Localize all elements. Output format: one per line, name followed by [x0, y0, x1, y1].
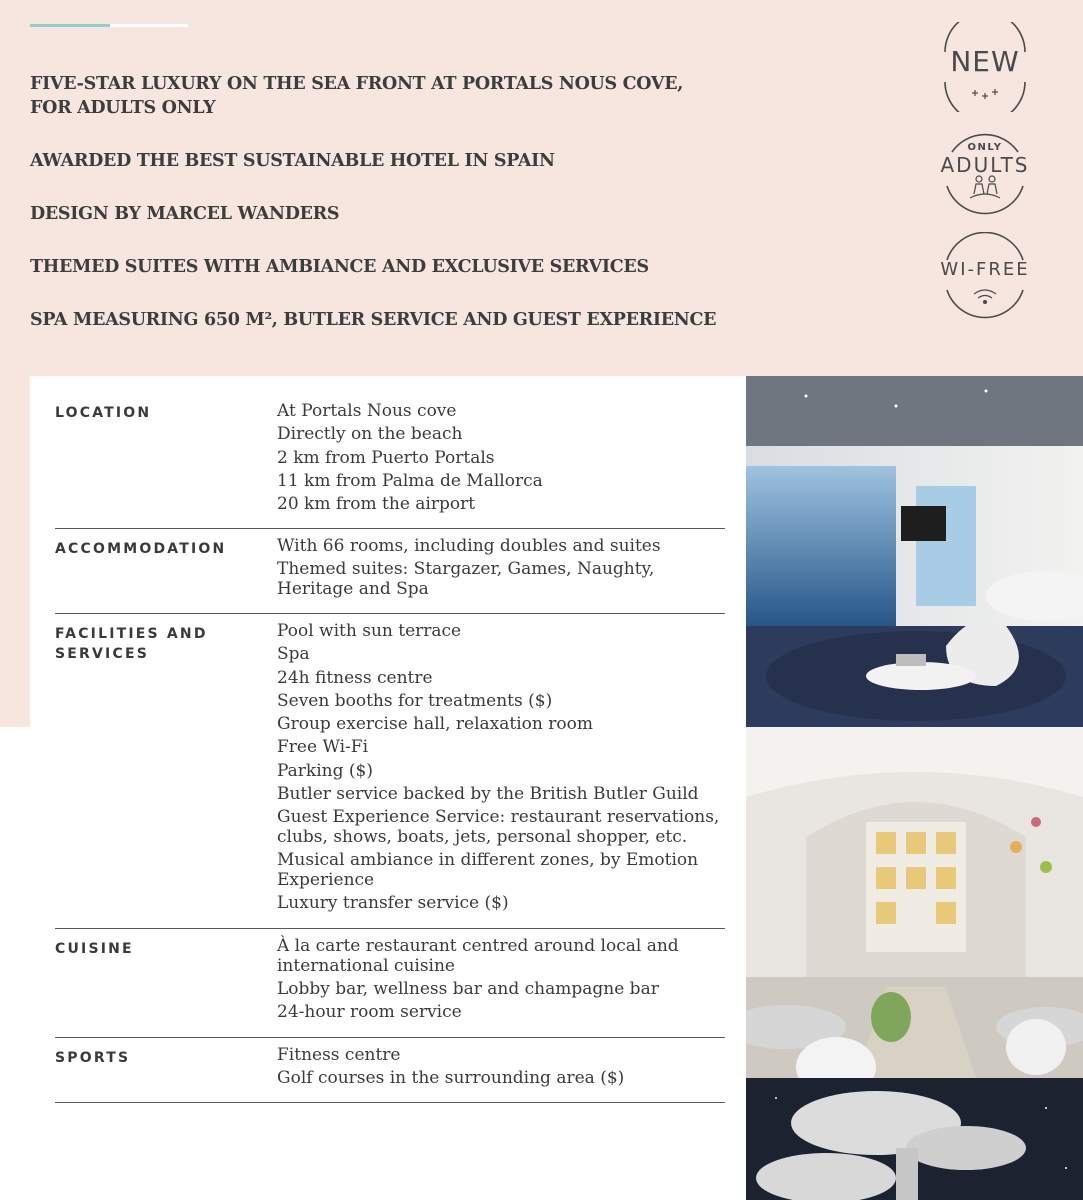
list-item: Musical ambiance in different zones, by Emotion Experience	[277, 850, 699, 890]
suite-photo	[746, 376, 1083, 727]
list-item: Themed suites: Stargazer, Games, Naughty, Heritage and Spa	[277, 559, 655, 599]
list-item: Parking ($)	[277, 760, 373, 781]
wifi-badge-label: WI-FREE	[940, 259, 1030, 280]
section-label: FACILITIES AND SERVICES	[55, 626, 208, 662]
section-cuisine	[55, 929, 725, 1038]
new-badge	[930, 22, 1040, 112]
restaurant-photo	[746, 727, 1083, 1078]
section-items	[277, 1038, 725, 1089]
highlight-item: DESIGN BY MARCEL WANDERS	[30, 204, 340, 224]
section-label: SPORTS	[55, 1050, 131, 1066]
list-item: Guest Experience Service: restaurant reservations, clubs, shows, boats, jets, personal shopper, etc.	[277, 807, 720, 847]
list-item: Butler service backed by the British Butler Guild	[277, 784, 699, 805]
spa-photo	[746, 1078, 1083, 1200]
section-items	[277, 614, 725, 913]
new-badge-label: NEW	[950, 45, 1020, 78]
section-items	[277, 400, 725, 515]
list-item: À la carte restaurant centred around local and international cuisine	[277, 936, 679, 976]
section-items	[277, 529, 725, 599]
list-item: Free Wi-Fi	[277, 737, 369, 758]
list-item: Fitness centre	[277, 1045, 401, 1065]
highlight-item: THEMED SUITES WITH AMBIANCE AND EXCLUSIVE SERVICES	[30, 257, 649, 277]
list-item: Golf courses in the surrounding area ($)	[277, 1068, 625, 1089]
adults-badge-small-label: ONLY	[967, 142, 1003, 153]
section-label: ACCOMMODATION	[55, 541, 227, 557]
list-item: 20 km from the airport	[277, 494, 476, 515]
section-facilities	[55, 614, 725, 929]
section-accommodation	[55, 529, 725, 614]
list-item: 2 km from Puerto Portals	[277, 447, 495, 468]
list-item: Lobby bar, wellness bar and champagne bar	[277, 978, 659, 999]
list-item: Group exercise hall, relaxation room	[277, 714, 593, 735]
wifi-free-badge	[930, 232, 1040, 322]
accent-divider	[30, 24, 188, 27]
wifi-icon	[974, 290, 996, 303]
list-item: Pool with sun terrace	[277, 621, 462, 641]
section-label: CUISINE	[55, 941, 134, 957]
couple-icon	[970, 176, 1000, 198]
accent-divider-teal	[30, 24, 110, 27]
highlight-item: SPA MEASURING 650 M², BUTLER SERVICE AND GUEST EXPERIENCE	[30, 310, 717, 330]
list-item: With 66 rooms, including doubles and suites	[277, 536, 661, 556]
adults-only-badge	[930, 128, 1040, 218]
hotel-info-table	[55, 400, 725, 1103]
section-sports	[55, 1038, 725, 1103]
section-location	[55, 400, 725, 529]
list-item: Seven booths for treatments ($)	[277, 690, 553, 711]
list-item: At Portals Nous cove	[277, 401, 457, 421]
highlight-item: AWARDED THE BEST SUSTAINABLE HOTEL IN SPAIN	[30, 151, 555, 171]
section-items	[277, 929, 725, 1023]
list-item: Directly on the beach	[277, 424, 463, 445]
section-label: LOCATION	[55, 405, 152, 421]
list-item: 24h fitness centre	[277, 667, 433, 688]
list-item: 24-hour room service	[277, 1002, 462, 1023]
list-item: Luxury transfer service ($)	[277, 892, 509, 913]
sparkle-plus-icon	[972, 89, 998, 99]
list-item: Spa	[277, 644, 310, 665]
list-item: 11 km from Palma de Mallorca	[277, 470, 543, 491]
adults-badge-label: ADULTS	[940, 153, 1030, 177]
highlight-item: FIVE-STAR LUXURY ON THE SEA FRONT AT PORTALS NOUS COVE, FOR ADULTS ONLY	[30, 74, 684, 118]
